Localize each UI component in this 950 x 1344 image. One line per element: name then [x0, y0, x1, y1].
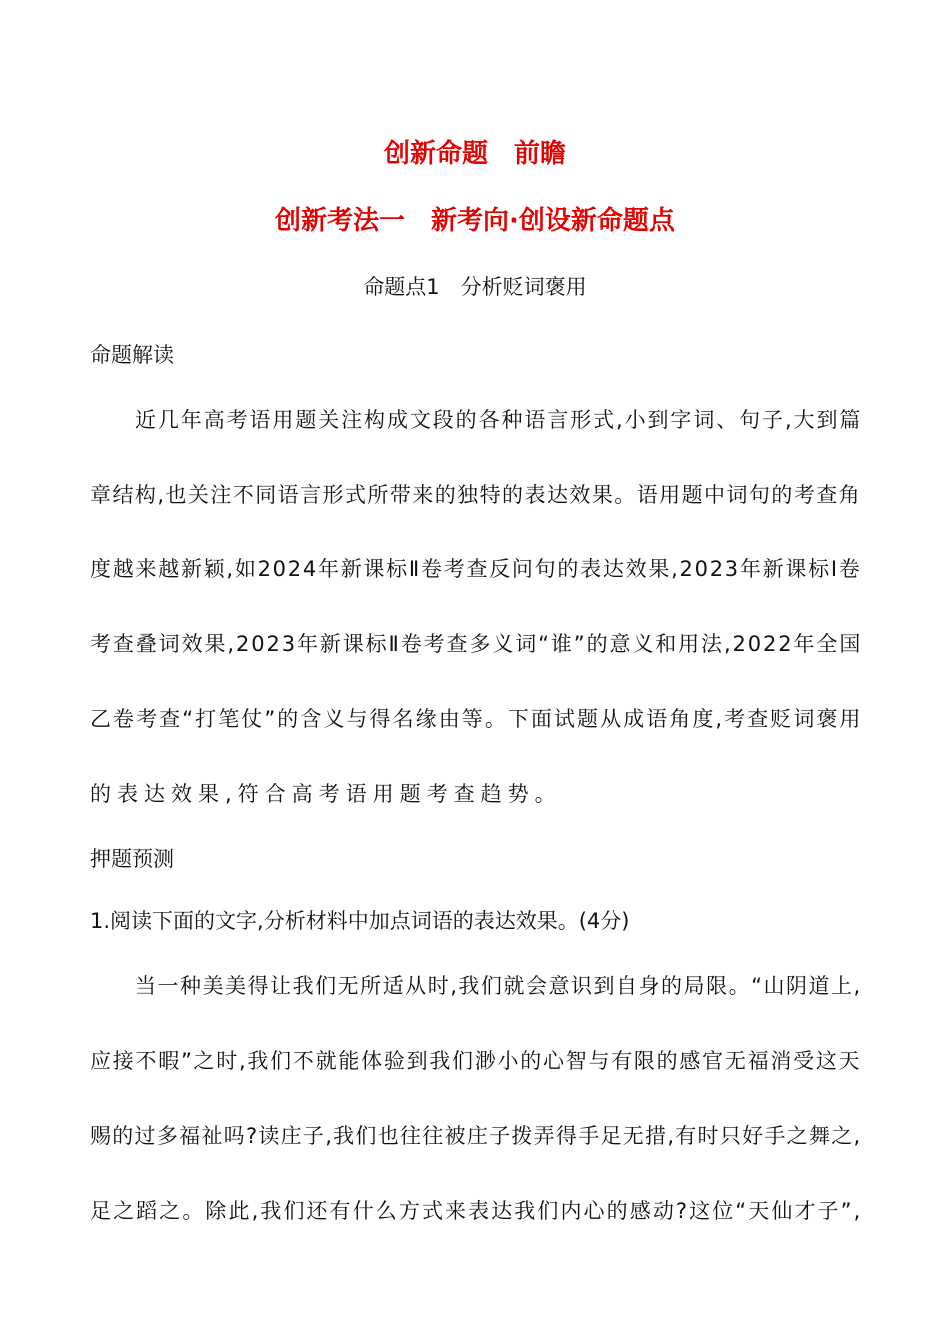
paragraph-line: 近几年高考语用题关注构成文段的各种语言形式,小到字词、句子,大到篇: [135, 408, 863, 432]
heading-interpretation: 命题解读: [90, 343, 174, 367]
paragraph-line: 考查叠词效果,2023年新课标Ⅱ卷考查多义词“谁”的意义和用法,2022年全国: [90, 632, 863, 656]
section-title: 创新考法一 新考向·创设新命题点: [275, 206, 675, 236]
heading-prediction: 押题预测: [90, 847, 174, 871]
question-text: 1.阅读下面的文字,分析材料中加点词语的表达效果。(4分): [90, 909, 630, 933]
passage-line: 足之蹈之。除此,我们还有什么方式来表达我们内心的感动?这位“天仙才子”,: [90, 1199, 863, 1223]
point-title: 命题点1 分析贬词褒用: [363, 275, 587, 299]
passage-line: 应接不暇”之时,我们不就能体验到我们渺小的心智与有限的感官无福消受这天: [90, 1049, 862, 1073]
paragraph-line: 章结构,也关注不同语言形式所带来的独特的表达效果。语用题中词句的考查角: [90, 483, 862, 507]
paragraph-line: 度越来越新颖,如2024年新课标Ⅱ卷考查反问句的表达效果,2023年新课标Ⅰ卷: [90, 557, 862, 581]
passage-line: 当一种美美得让我们无所适从时,我们就会意识到自身的局限。“山阴道上,: [135, 974, 862, 998]
main-title: 创新命题 前瞻: [383, 139, 566, 169]
paragraph-line: 乙卷考查“打笔仗”的含义与得名缘由等。下面试题从成语角度,考查贬词褒用: [90, 707, 863, 731]
paragraph-line: 的表达效果,符合高考语用题考查趋势。: [90, 782, 562, 806]
passage-line: 赐的过多福祉吗?读庄子,我们也往往被庄子拨弄得手足无措,有时只好手之舞之,: [90, 1124, 862, 1148]
